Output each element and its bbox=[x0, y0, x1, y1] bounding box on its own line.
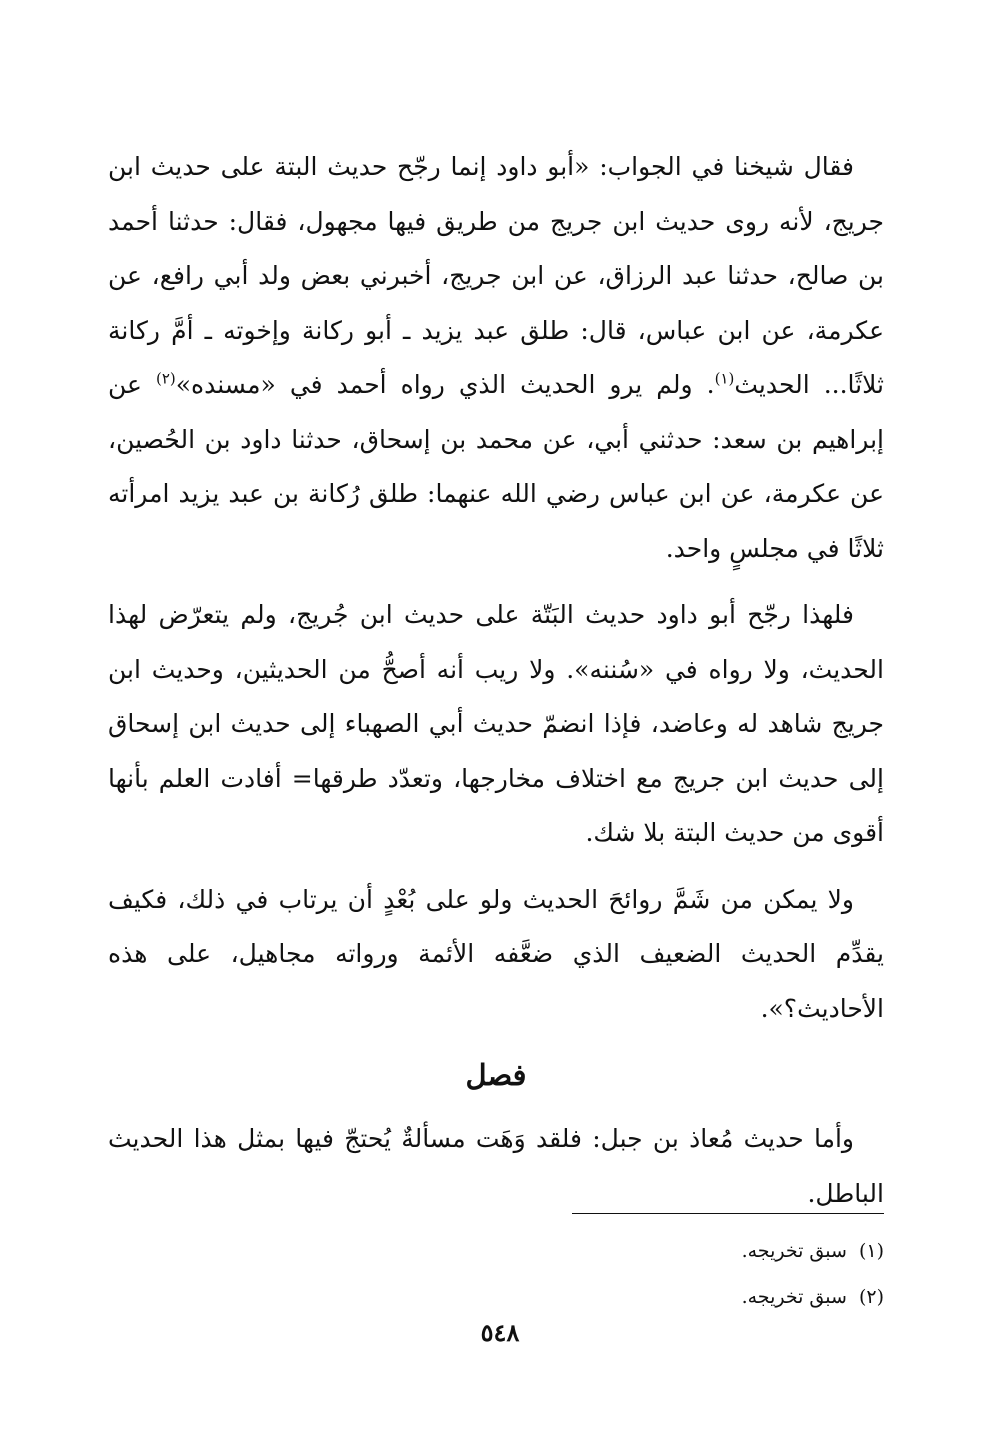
footnote-divider bbox=[572, 1213, 884, 1214]
footnote-ref-1[interactable]: (١) bbox=[714, 369, 735, 388]
page-body bbox=[108, 140, 884, 1233]
footnote-marker: (٢) bbox=[858, 1286, 884, 1308]
section-heading: فصل bbox=[465, 1058, 527, 1092]
footnote-marker: (١) bbox=[858, 1240, 884, 1262]
paragraph-1-text: فقال شيخنا في الجواب: «أبو داود إنما رجّح حديث البتة على حديث ابن جريج، لأنه روى حديث ابن جريج من طريق فيها مجهول، فقال: حدثنا أحمد بن صالح، حدثنا عبد الرزاق، عن ابن جريج، أخبرني بعض ولد أبي رافع، عن عكرمة، عن ابن عباس، قال: طلق عبد يزيد ـ أبو ركانة وإخوته ـ أمَّ ركانة ثلاثًا... الحديث bbox=[108, 152, 884, 399]
footnote-item bbox=[400, 1228, 884, 1274]
paragraph-1-text-after: . ولم يرو الحديث الذي رواه أحمد في «مسنده» bbox=[175, 370, 715, 399]
footnotes bbox=[400, 1228, 884, 1320]
footnote-ref-2[interactable]: (٢) bbox=[155, 369, 176, 388]
page-number: ٥٤٨ bbox=[480, 1318, 520, 1347]
paragraph-2: فلهذا رجّح أبو داود حديث البَتّة على حديث ابن جُريج، ولم يتعرّض لهذا الحديث، ولا رواه في «سُننه». ولا ريب أنه أصحُّ من الحديثين، وحديث ابن جريج شاهد له وعاضد، فإذا انضمّ حديث أبي الصهباء إلى حديث ابن إسحاق إلى حديث ابن جريج مع اختلاف مخارجها، وتعدّد طرقها= أفادت العلم بأنها أقوى من حديث البتة بلا شك. bbox=[108, 600, 884, 847]
paragraph-1-text-end: عن إبراهيم بن سعد: حدثني أبي، عن محمد بن إسحاق، حدثنا داود بن الحُصين، عن عكرمة، عن ابن عباس رضي الله عنهما: طلق رُكانة بن عبد يزيد امرأته ثلاثًا في مجلسٍ واحد. bbox=[108, 370, 884, 563]
footnote-text: سبق تخريجه. bbox=[741, 1286, 847, 1308]
paragraph-1 bbox=[108, 140, 884, 576]
closing-paragraph: وأما حديث مُعاذ بن جبل: فلقد وَهَت مسألةٌ يُحتجّ فيها بمثل هذا الحديث الباطل. bbox=[108, 1124, 884, 1208]
footnote-text: سبق تخريجه. bbox=[741, 1240, 847, 1262]
paragraph-3: ولا يمكن من شَمَّ روائحَ الحديث ولو على بُعْدٍ أن يرتاب في ذلك، فكيف يقدِّم الحديث الضعيف الذي ضعَّفه الأئمة ورواته مجاهيل، على هذه الأحاديث؟». bbox=[108, 884, 884, 1023]
footnote-item bbox=[400, 1274, 884, 1320]
